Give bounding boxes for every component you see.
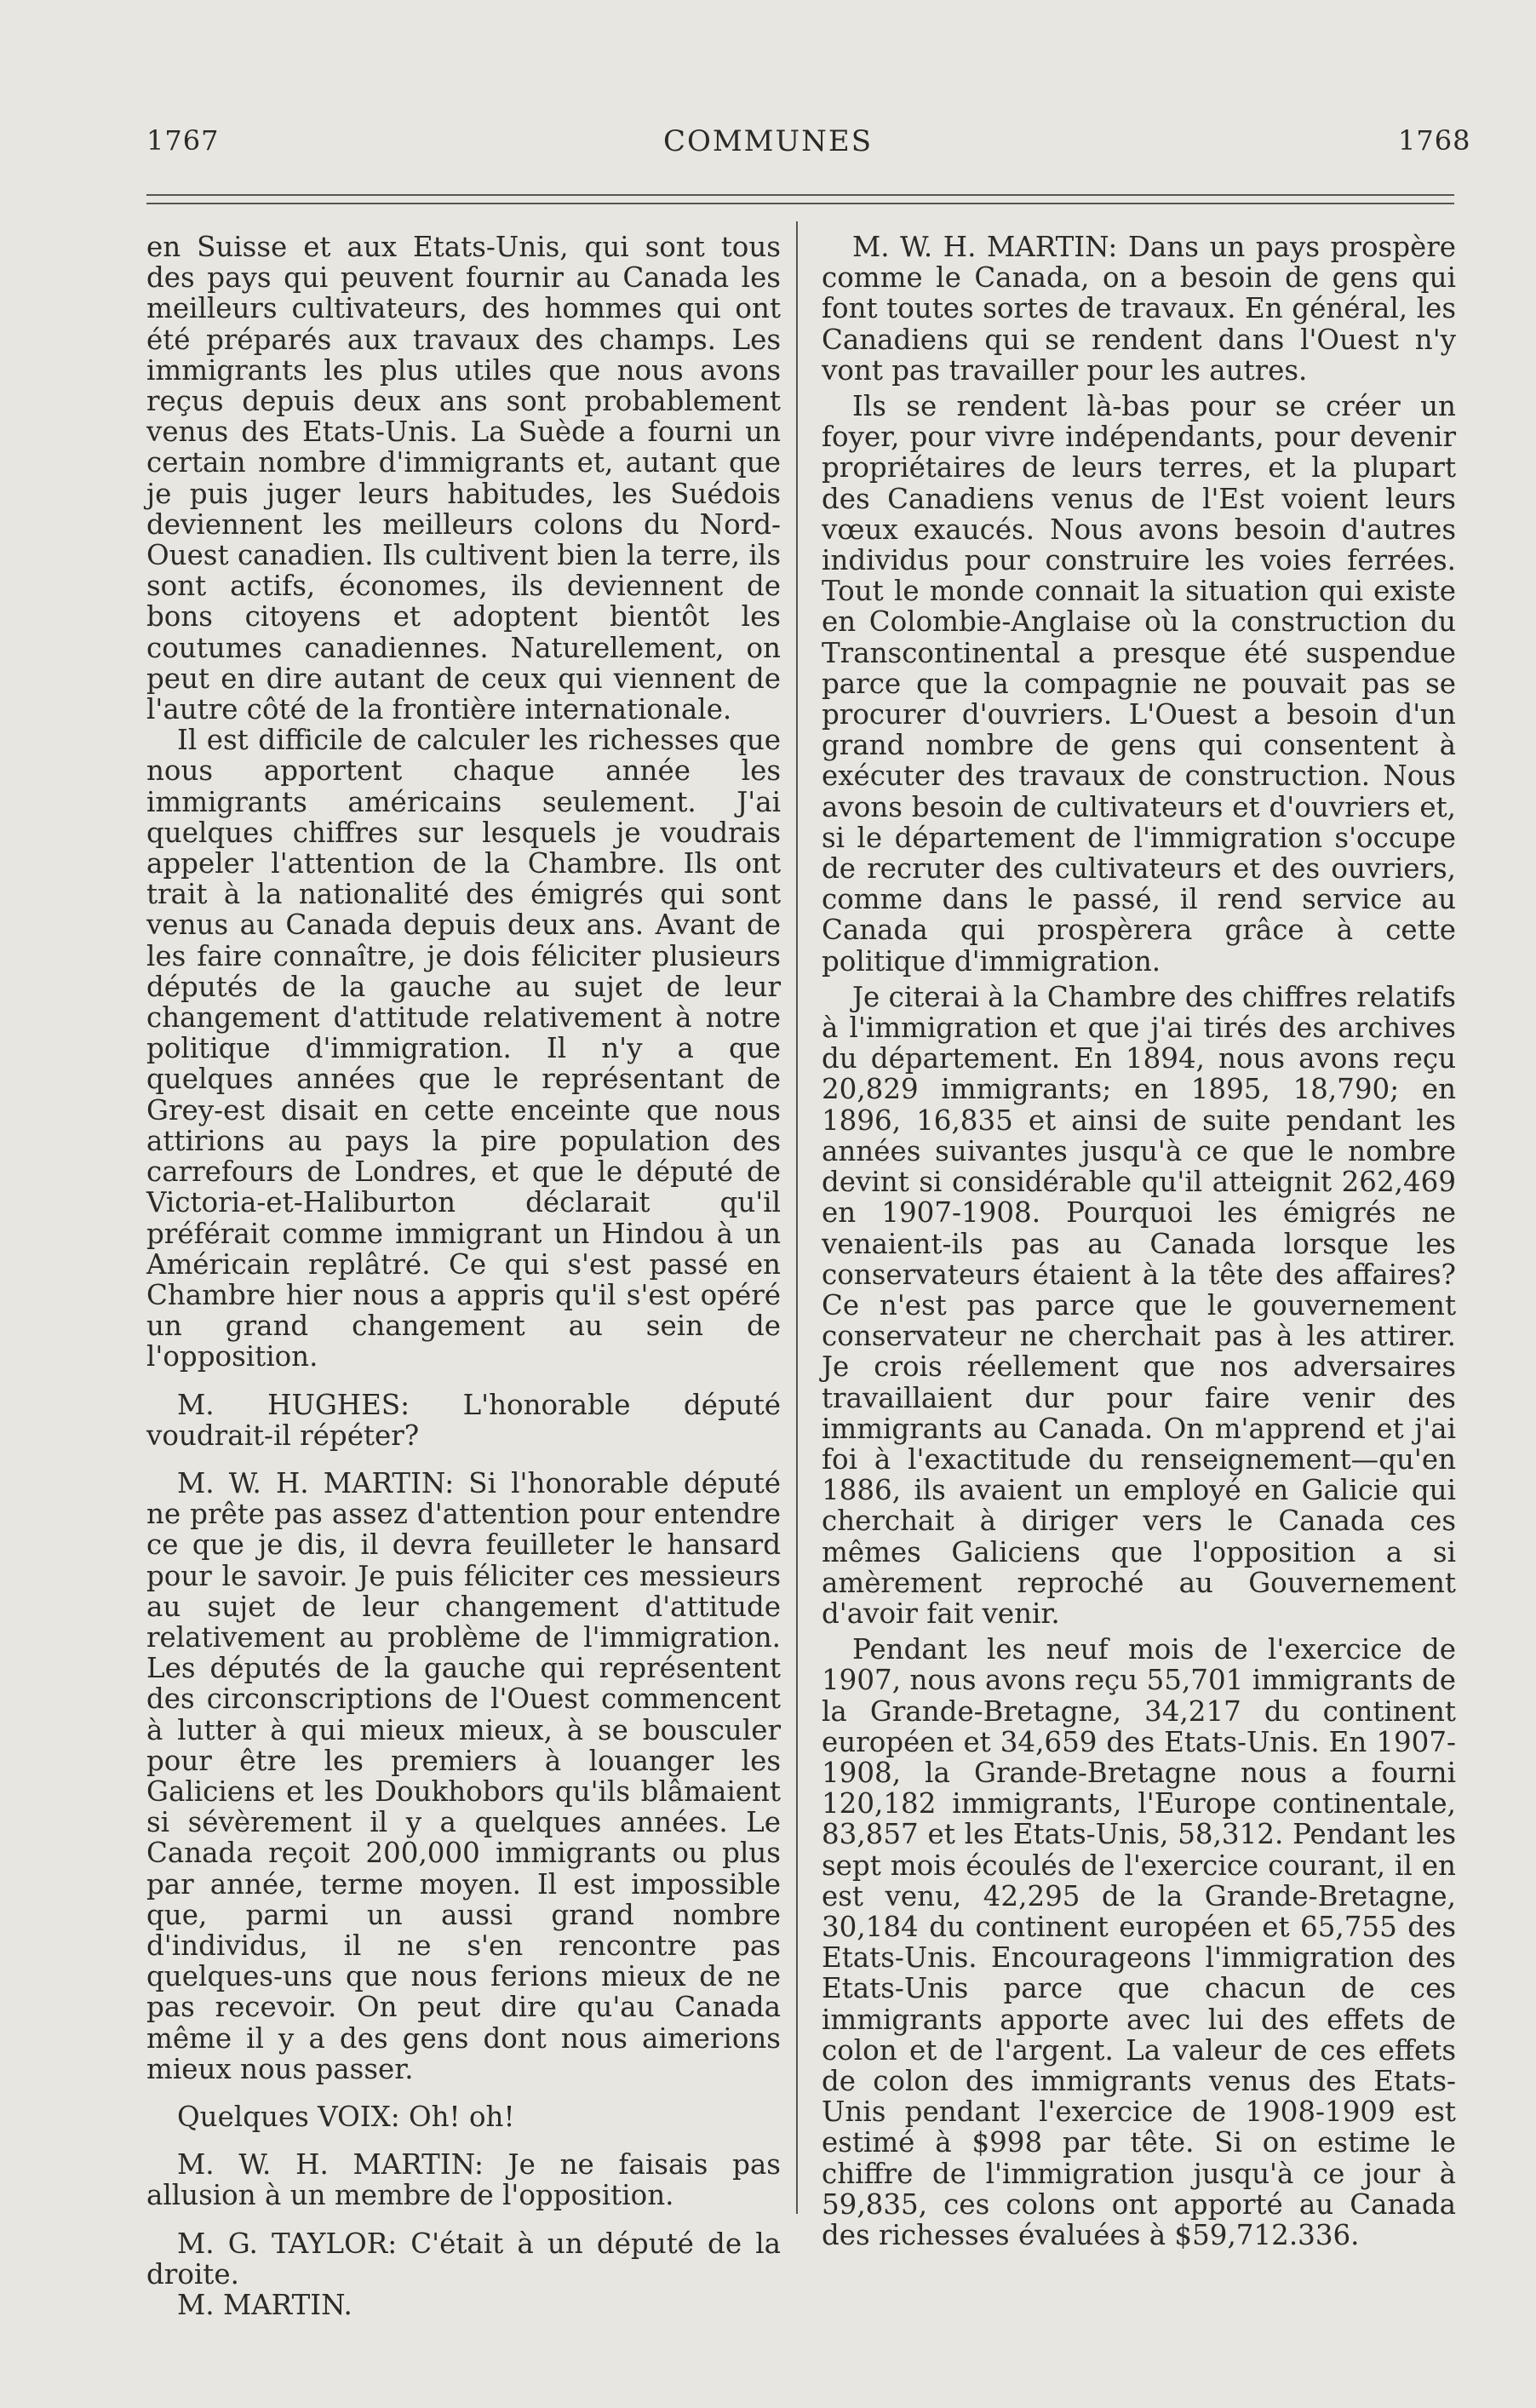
speaker-paragraph: M. W. H. MARTIN: Si l'honorable député ne prête pas assez d'attention pour entendre ce que je dis, il devra feuilleter le hansard pour le savoir. Je puis féliciter ces messieurs au sujet de leur changement d'attitude relativement au problème de l'immigration. Les députés de la gauche qui représentent des circonscriptions de l'Ouest commencent à lutter à qui mieux mieux, à se bousculer pour être les premiers à louanger les Galiciens et les Doukhobors qu'ils blâmaient si sévèrement il y a quelques années. Le Canada reçoit 200,000 immigrants ou plus par année, terme moyen. Il est impossible que, parmi un aussi grand nombre d'individus, il ne s'en rencontre pas quelques-uns que nous ferions mieux de ne pas recevoir. On peut dire qu'au Canada même il y a des gens dont nous aimerions mieux nous passer. <box>146 1466 781 2085</box>
speaker-paragraph: Quelques VOIX: Oh! oh! <box>177 2100 515 2133</box>
paragraph: Il est difficile de calculer les richesses que nous apportent chaque année les immigrants américains seulement. J'ai quelques chiffres sur lesquels je voudrais appeler l'attention de la Chambre. Ils ont trait à la nationalité des émigrés qui sont venus au Canada depuis deux ans. Avant de les faire connaître, je dois féliciter plusieurs députés de la gauche au sujet de leur changement d'attitude relativement à notre politique d'immigration. Il n'y a que quelques années que le représentant de Grey-est disait en cette enceinte que nous attirions au pays la pire population des carrefours de Londres, et que le député de Victoria-et-Haliburton déclarait qu'il préférait comme immigrant un Hindou à un Américain replâtré. Ce qui s'est passé en Chambre hier nous a appris qu'il s'est opéré un grand changement au sein de l'opposition. <box>146 724 781 1373</box>
speaker-paragraph: M. W. H. MARTIN: Je ne faisais pas allusion à un membre de l'opposition. <box>146 2148 781 2212</box>
speaker-paragraph: M. HUGHES: L'honorable député voudrait-il répéter? <box>146 1388 781 1452</box>
paragraph: Pendant les neuf mois de l'exercice de 1907, nous avons reçu 55,701 immigrants de la Grande-Bretagne, 34,217 du continent européen et 34,659 des Etats-Unis. En 1907-1908, la Grande-Bretagne nous a fourni 120,182 immigrants, l'Europe continentale, 83,857 et les Etats-Unis, 58,312. Pendant les sept mois écoulés de l'exercice courant, il en est venu, 42,295 de la Grande-Bretagne, 30,184 du continent européen et 65,755 des Etats-Unis. Encourageons l'immigration des Etats-Unis parce que chacun de ces immigrants apporte avec lui des effets de colon et de l'argent. La valeur de ces effets de colon des immigrants venus des Etats-Unis pendant l'exercice de 1908-1909 est estimé à $998 par tête. Si on estime le chiffre de l'immigration jusqu'à ce jour à 59,835, ces colons ont apporté au Canada des richesses évaluées à $59,712.336. <box>822 1633 1456 2251</box>
page-title: COMMUNES <box>662 124 874 158</box>
speaker-paragraph: M. W. H. MARTIN: Dans un pays prospère comme le Canada, on a besoin de gens qui font toutes sortes de travaux. En général, les Canadiens qui se rendent dans l'Ouest n'y vont pas travailler pour les autres. <box>822 231 1456 387</box>
speaker-paragraph: M. G. TAYLOR: C'était à un député de la droite. <box>146 2227 781 2290</box>
header-rule-bottom <box>146 203 1454 204</box>
right-column <box>822 232 1456 2250</box>
footer-speaker-name: M. MARTIN. <box>177 2289 352 2321</box>
header-rule-top <box>146 194 1454 196</box>
page-number-left: 1767 <box>146 124 220 157</box>
left-column <box>146 232 781 2320</box>
page-number-right: 1768 <box>1398 124 1471 157</box>
paragraph: en Suisse et aux Etats-Unis, qui sont tous des pays qui peuvent fournir au Canada les meilleurs cultivateurs, des hommes qui ont été préparés aux travaux des champs. Les immigrants les plus utiles que nous avons reçus depuis deux ans sont probablement venus des Etats-Unis. La Suède a fourni un certain nombre d'immigrants et, autant que je puis juger leurs habitudes, les Suédois deviennent les meilleurs colons du Nord-Ouest canadien. Ils cultivent bien la terre, ils sont actifs, économes, ils deviennent de bons citoyens et adoptent bientôt les coutumes canadiennes. Naturellement, on peut en dire autant de ceux qui viennent de l'autre côté de la frontière internationale. <box>146 231 781 726</box>
column-divider <box>796 221 798 2214</box>
paragraph: Ils se rendent là-bas pour se créer un foyer, pour vivre indépendants, pour devenir propriétaires de leurs terres, et la plupart des Canadiens venus de l'Est voient leurs vœux exaucés. Nous avons besoin d'autres individus pour construire les voies ferrées. Tout le monde connait la situation qui existe en Colombie-Anglaise où la construction du Transcontinental a presque été suspendue parce que la compagnie ne pouvait pas se procurer d'ouvriers. L'Ouest a besoin d'un grand nombre de gens qui consentent à exécuter des travaux de construction. Nous avons besoin de cultivateurs et d'ouvriers et, si le département de l'immigration s'occupe de recruter des cultivateurs et des ouvriers, comme dans le passé, il rend service au Canada qui prospèrera grâce à cette politique d'immigration. <box>822 390 1456 978</box>
paragraph: Je citerai à la Chambre des chiffres relatifs à l'immigration et que j'ai tirés des archives du département. En 1894, nous avons reçu 20,829 immigrants; en 1895, 18,790; en 1896, 16,835 et ainsi de suite pendant les années suivantes jusqu'à ce que le nombre devint si considérable qu'il atteignit 262,469 en 1907-1908. Pourquoi les émigrés ne venaient-ils pas au Canada lorsque les conservateurs étaient à la tête des affaires? Ce n'est pas parce que le gouvernement conservateur ne cherchait pas à les attirer. Je crois réellement que nos adversaires travaillaient dur pour faire venir des immigrants au Canada. On m'apprend et j'ai foi à l'exactitude du renseignement—qu'en 1886, ils avaient un employé en Galicie qui cherchait à diriger vers le Canada ces mêmes Galiciens que l'opposition a si amèrement reproché au Gouvernement d'avoir fait venir. <box>822 980 1456 1630</box>
